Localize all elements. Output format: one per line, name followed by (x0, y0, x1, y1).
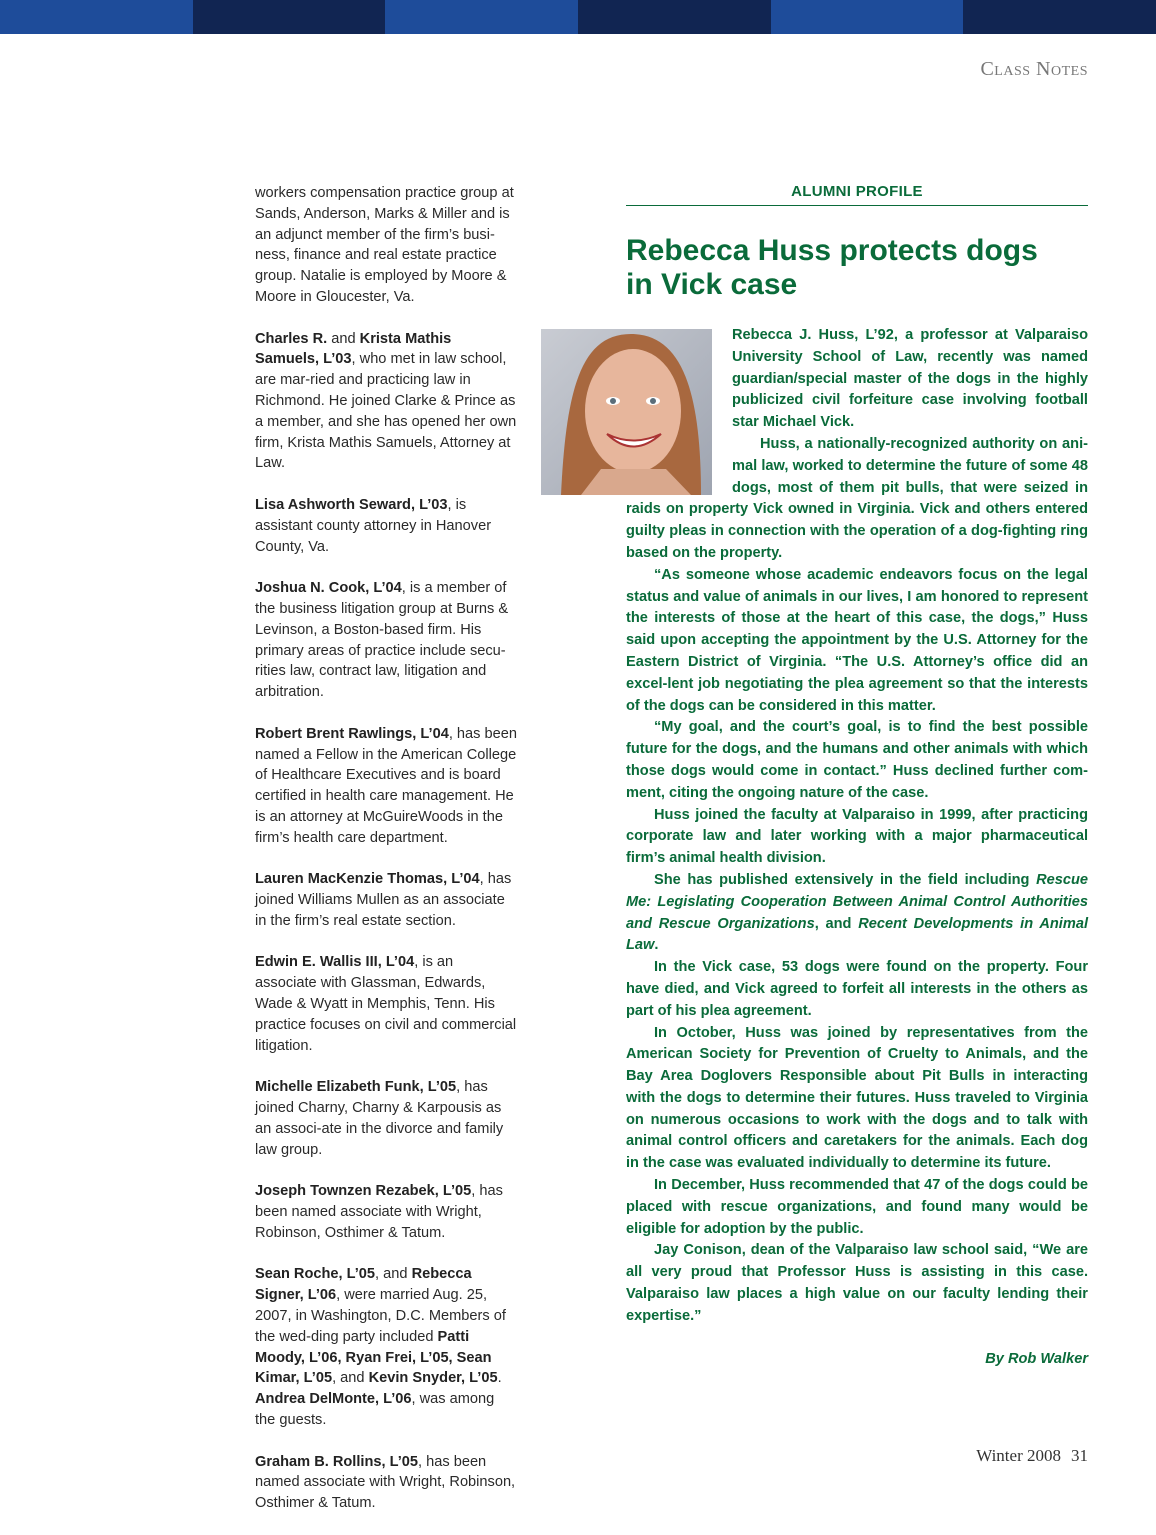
note-entry: Edwin E. Wallis III, L’04, is an associate with Glassman, Edwards, Wade & Wyatt in Memphis, Tenn. His practice focuses on civil and commercial litigation. (255, 954, 517, 1054)
article-paragraph: “My goal, and the court’s goal, is to find the best possible future for the dogs, and the humans and other animals with which those dogs would come in contact.” Huss declined further com-ment, citing the ongoing nature of the case. (626, 719, 1088, 801)
note-entry-wedding: Sean Roche, L’05, and Rebecca Signer, L’06, were married Aug. 25, 2007, in Washington, D.C. Members of the wed-ding party included Patti Moody, L’06, Ryan Frei, L’05, Sean Kimar, L’05, and Kevin Snyder, L’05. Andrea DelMonte, L’06, was among the guests. (255, 1266, 506, 1429)
alumni-profile-label: ALUMNI PROFILE (626, 183, 1088, 206)
article-paragraph: Huss, a nationally-recognized authority on ani-mal law, worked to determine the future of some 48 dogs, most of them pit bulls, that were seized in raids on property Vick owned in Virginia. Vick and others entered guilty pleas in connection with the operation of a dog-fighting ring based on the property. (626, 435, 1088, 561)
page-footer (976, 1446, 1088, 1466)
note-intro: workers compensation practice group at Sands, Anderson, Marks & Miller and is an adjunct member of the firm’s busi-ness, finance and real estate practice group. Natalie is employed by Moore & Moore in Gloucester, Va. (255, 185, 514, 305)
note-entry: Joseph Townzen Rezabek, L’05, has been named associate with Wright, Robinson, Osthimer & Tatum. (255, 1183, 503, 1241)
top-color-bar (0, 0, 1156, 34)
byline: By Rob Walker (985, 1350, 1088, 1367)
note-entry: Robert Brent Rawlings, L’04, has been named a Fellow in the American College of Healthcare Executives and is board certified in health care management. He is an attorney at McGuireWoods in the firm’s health care department. (255, 725, 517, 846)
article-paragraph: In December, Huss recommended that 47 of the dogs could be placed with rescue organizations, and found many would be eligible for adoption by the public. (626, 1177, 1088, 1237)
photo-spacer (626, 325, 732, 499)
bar-segment (771, 0, 964, 34)
article-paragraph: “As someone whose academic endeavors focus on the legal status and value of animals in our lives, I am honored to represent the interests of those at the heart of this case, the dogs,” Huss said upon accepting the appointment by the U.S. Attorney for the Eastern District of Virginia. “The U.S. Attorney’s office did an excel-lent job negotiating the plea agreement so that the interests of the dogs can be considered in this matter. (626, 566, 1088, 714)
bar-segment (0, 0, 193, 34)
note-entry: Joshua N. Cook, L’04, is a member of the business litigation group at Burns & Levinson, a Boston-based firm. His primary areas of practice include secu-rities law, contract law, litigation and arbitration. (255, 580, 509, 701)
article-header (626, 183, 1088, 302)
bar-segment (385, 0, 578, 34)
class-notes-column (255, 183, 517, 1535)
bar-segment (193, 0, 386, 34)
section-title: Class Notes (980, 58, 1088, 80)
article-paragraph-publications: She has published extensively in the field including Rescue Me: Legislating Cooperation Between Animal Control Authorities and Rescue Organizations, and Recent Developments in Animal Law. (626, 871, 1089, 954)
issue-label: Winter 2008 (976, 1446, 1061, 1465)
note-entry: Graham B. Rollins, L’05, has been named associate with Wright, Robinson, Osthimer & Tatum. (255, 1453, 516, 1512)
note-entry: Lauren MacKenzie Thomas, L’04, has joined Williams Mullen as an associate in the firm’s real estate section. (255, 871, 512, 929)
bar-segment (578, 0, 771, 34)
note-entry: Charles R. and Krista Mathis Samuels, L’03, who met in law school, are mar-ried and practicing law in Richmond. He joined Clarke & Prince as a member, and she has opened her own firm, Krista Mathis Samuels, Attorney at Law. (255, 330, 517, 472)
article-paragraph: In the Vick case, 53 dogs were found on the property. Four have died, and Vick agreed to forfeit all interests in the others as part of his plea agreement. (626, 959, 1088, 1019)
article-paragraph: Rebecca J. Huss, L’92, a professor at Valparaiso University School of Law, recently was named guardian/special master of the dogs in the highly publicized civil forfeiture case involving football star Michael Vick. (732, 327, 1088, 431)
bar-segment (963, 0, 1156, 34)
article-paragraph: Huss joined the faculty at Valparaiso in 1999, after practicing corporate law and later working with a major pharmaceutical firm’s animal health division. (626, 806, 1088, 867)
article-paragraph: Jay Conison, dean of the Valparaiso law school said, “We are all very proud that Professor Huss is assisting in this case. Valparaiso law places a high value on our faculty lending their expertise.” (626, 1242, 1088, 1324)
note-entry: Lisa Ashworth Seward, L’03, is assistant county attorney in Hanover County, Va. (255, 496, 492, 555)
note-entry: Michelle Elizabeth Funk, L’05, has joined Charny, Charny & Karpousis as an associ-ate in the divorce and family law group. (255, 1079, 504, 1158)
article-body (626, 325, 1088, 1370)
page-number: 31 (1071, 1446, 1088, 1465)
article-paragraph: In October, Huss was joined by representatives from the American Society for Prevention of Cruelty to Animals, and the Bay Area Doglovers Responsible about Pit Bulls in interacting with the dogs to determine their futures. Huss traveled to Virginia on numerous occasions to work with the dogs and to talk with animal control officers and caretakers for the animals. Each dog in the case was evaluated individually to determine its future. (626, 1024, 1088, 1172)
article-headline: Rebecca Huss protects dogs in Vick case (626, 234, 1038, 301)
